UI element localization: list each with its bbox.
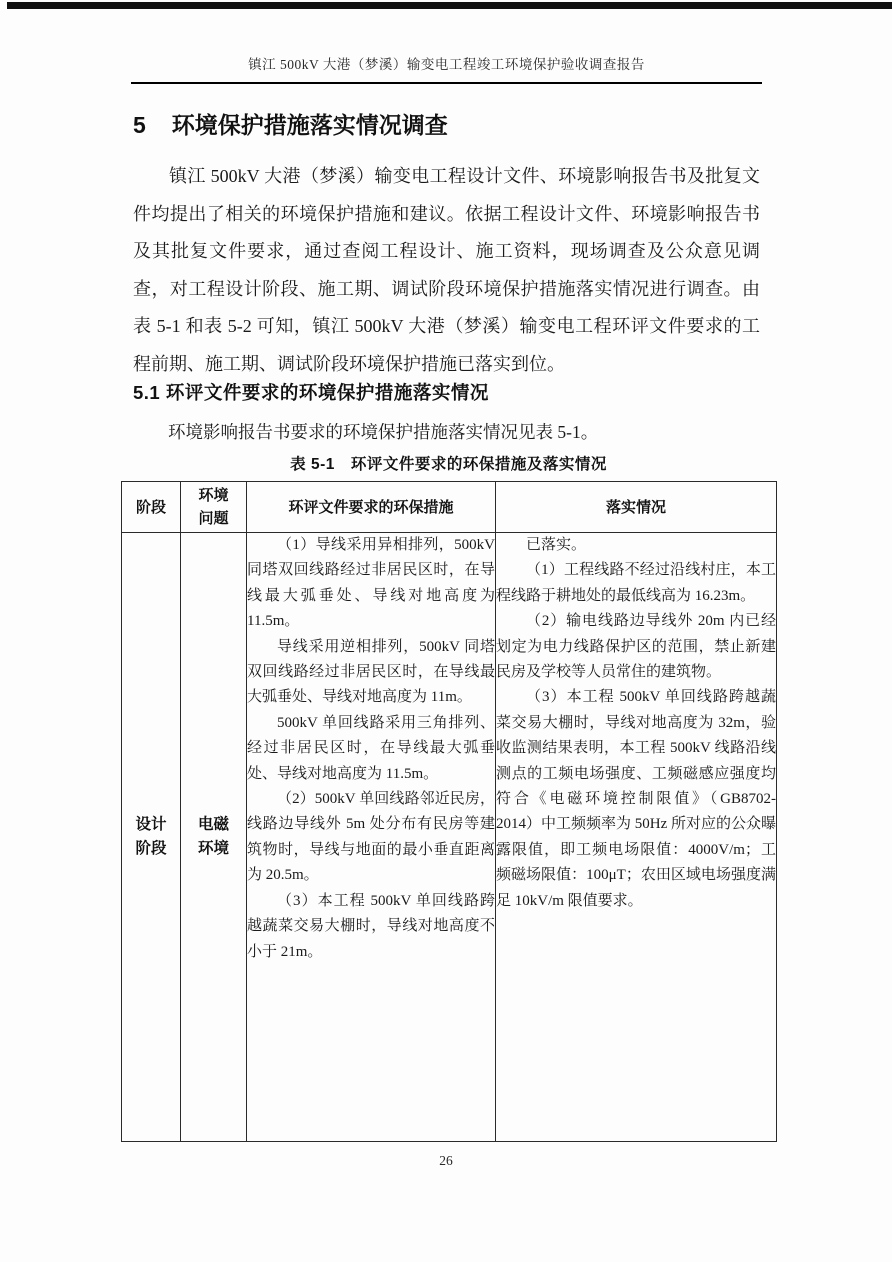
issue-cell	[181, 533, 247, 1142]
implementation-paragraph: （2）输电线路边导线外 20m 内已经划定为电力线路保护区的范围，禁止新建民房及学校等人员常住的建筑物。	[496, 613, 776, 681]
subsection-heading: 5.1 环评文件要求的环境保护措施落实情况	[133, 382, 489, 403]
subsection-intro-paragraph: 环境影响报告书要求的环境保护措施落实情况见表 5-1。	[168, 422, 599, 442]
measures-table	[121, 481, 777, 1142]
stage-value: 设计阶段	[135, 815, 167, 857]
implementation-paragraph: （1）工程线路不经过沿线村庄，本工程线路于耕地处的最低线高为 16.23m。	[496, 562, 776, 604]
header-cell-stage	[122, 482, 181, 533]
header-issue-label: 环境问题	[198, 486, 229, 527]
table-row	[122, 533, 777, 1142]
implementation-paragraph: （3）本工程 500kV 单回线路跨越蔬菜交易大棚时，导线对地高度为 32m，验收监测结果表明，本工程 500kV 线路沿线测点的工频电场强度、工频磁感应强度均符合《电磁环境控制限值》（GB8702-2014）中工频频率为 50Hz 所对应的公众曝露限值，即工频电场限值：4000V/m；工频磁场限值：100μT；农田区域电场强度满足 10kV/m 限值要求。	[496, 689, 776, 909]
section-title: 环境保护措施落实情况调查	[171, 112, 448, 138]
page-number: 26	[439, 1153, 453, 1168]
measure-paragraph: 导线采用逆相排列，500kV 同塔双回线路经过非居民区时，在导线最大弧垂处、导线对地高度为 11m。	[247, 638, 495, 706]
header-cell-implementation	[496, 482, 777, 533]
measure-paragraph: （1）导线采用异相排列，500kV 同塔双回线路经过非居民区时，在导线最大弧垂处、导线对地高度为 11.5m。	[247, 537, 495, 630]
header-cell-measures	[247, 482, 496, 533]
header-stage-label: 阶段	[135, 498, 166, 516]
running-header	[131, 53, 762, 84]
header-cell-issue	[181, 482, 247, 533]
section-intro-paragraph: 镇江 500kV 大港（梦溪）输变电工程设计文件、环境影响报告书及批复文件均提出了相关的环境保护措施和建议。依据工程设计文件、环境影响报告书及其批复文件要求，通过查阅工程设计、施工资料，现场调查及公众意见调查，对工程设计阶段、施工期、调试阶段环境保护措施落实情况进行调查。由表 5-1 和表 5-2 可知，镇江 500kV 大港（梦溪）输变电工程环评文件要求的工程前期、施工期、调试阶段环境保护措施已落实到位。	[133, 166, 760, 374]
table-header-row	[122, 482, 777, 533]
section-number: 5	[133, 112, 146, 138]
issue-value: 电磁环境	[197, 815, 229, 857]
measure-paragraph: （2）500kV 单回线路邻近民房，线路边导线外 5m 处分布有民房等建筑物时，导线与地面的最小垂直距离为 20.5m。	[247, 791, 495, 884]
table-caption: 表 5-1 环评文件要求的环保措施及落实情况	[290, 456, 607, 473]
stage-cell	[122, 533, 181, 1142]
scan-edge-bar	[7, 2, 892, 9]
implementation-paragraph: 已落实。	[526, 537, 587, 553]
implementation-cell	[496, 533, 777, 1142]
measures-cell	[247, 533, 496, 1142]
measure-paragraph: （3）本工程 500kV 单回线路跨越蔬菜交易大棚时，导线对地高度不小于 21m。	[247, 892, 495, 960]
section-heading	[133, 107, 448, 140]
measure-paragraph: 500kV 单回线路采用三角排列、经过非居民区时，在导线最大弧垂处、导线对地高度为 11.5m。	[247, 714, 495, 782]
header-implementation-label: 落实情况	[605, 498, 666, 516]
header-measures-label: 环评文件要求的环保措施	[288, 498, 454, 516]
running-header-text: 镇江 500kV 大港（梦溪）输变电工程竣工环境保护验收调查报告	[248, 57, 645, 72]
